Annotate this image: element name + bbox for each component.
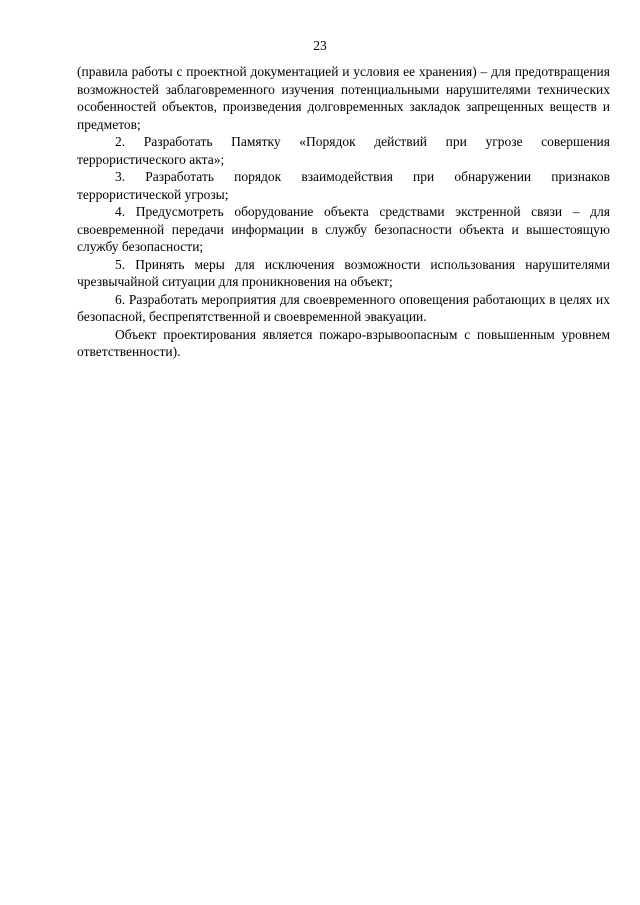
- paragraph-conclusion: Объект проектирования является пожаро-взрывоопасным с повышенным уровнем ответственности).: [77, 326, 610, 359]
- paragraph-item-6: 6. Разработать мероприятия для своевременного оповещения работающих в целях их безопасной, беспрепятственной и своевременной эвакуации.: [77, 291, 610, 324]
- paragraph-item-4: 4. Предусмотреть оборудование объекта средствами экстренной связи – для своевременной передачи информации в службу безопасности объекта и вышестоящую службу безопасности;: [77, 204, 610, 254]
- page-number: 23: [313, 38, 327, 53]
- paragraph-item-2: 2. Разработать Памятку «Порядок действий при угрозе совершения террористического акта»;: [77, 134, 610, 167]
- paragraph-item-3: 3. Разработать порядок взаимодействия при обнаружении признаков террористической угрозы;: [77, 169, 610, 202]
- document-body: [77, 63, 610, 361]
- paragraph-continuation: (правила работы с проектной документацией и условия ее хранения) – для предотвращения возможностей заблаговременного изучения потенциальными нарушителями технических особенностей объектов, произведения долговременных закладок запрещенных веществ и предметов;: [77, 64, 610, 132]
- paragraph-item-5: 5. Принять меры для исключения возможности использования нарушителями чрезвычайной ситуации для проникновения на объект;: [77, 256, 610, 289]
